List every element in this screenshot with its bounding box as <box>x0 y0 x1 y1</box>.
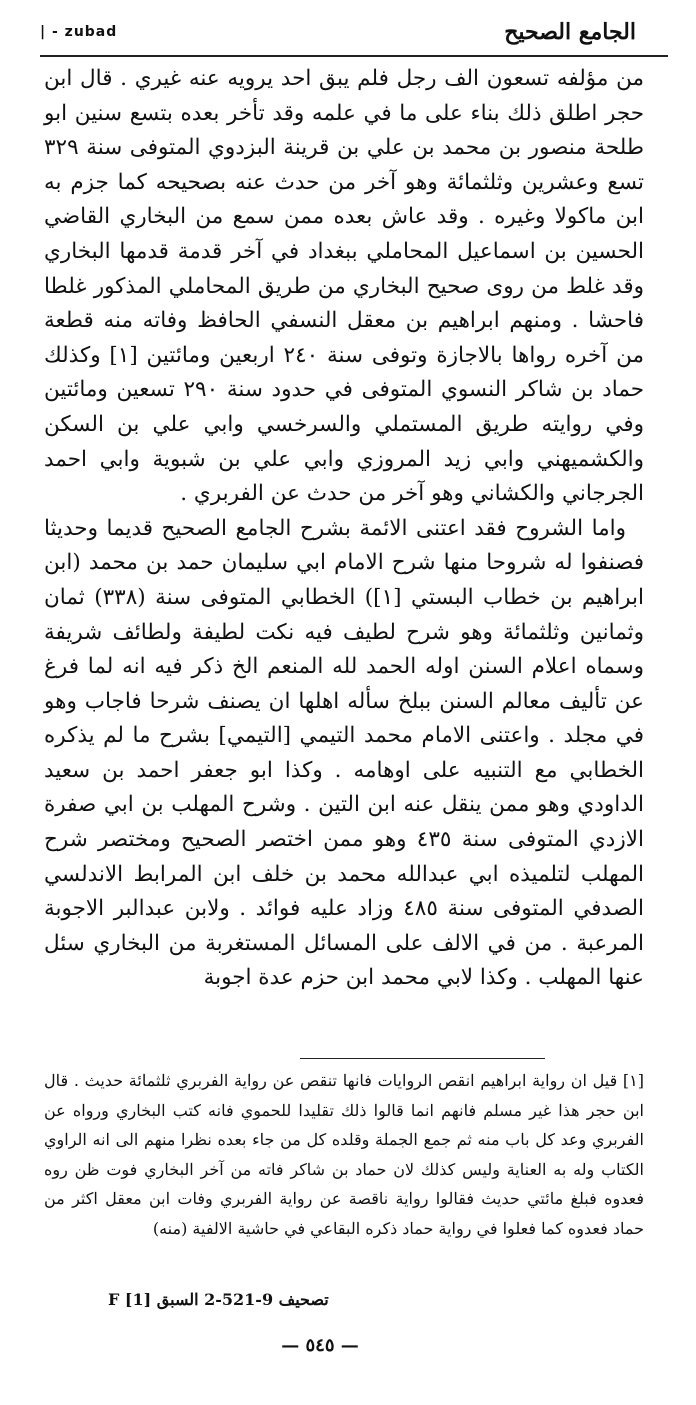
header-rule <box>40 55 668 57</box>
correction-note: تصحيف 9-521-2 السبق F [1] <box>108 1290 329 1309</box>
main-text <box>44 62 644 996</box>
paragraph: واما الشروح فقد اعتنى الائمة بشرح الجامع الصحيح قديما وحديثا فصنفوا له شروحا منها شرح الامام ابي سليمان حمد بن محمد (ابن ابراهيم بن خطاب البستي [١]) الخطابي المتوفى سنة (٣٣٨) ثمان وثمانين وثلثمائة وهو شرح لطيف فيه نكت لطيفة ولطائف شريفة وسماه اعلام السنن اوله الحمد لله المنعم الخ ذكر فيه انه لما فرغ عن تأليف معالم السنن ببلخ سأله اهلها ان يصنف شرحا فاجاب وهو في مجلد . واعتنى الامام محمد التيمي [التيمي] بشرح ما لم يذكره الخطابي مع التنبيه على اوهامه . وكذا ابو جعفر احمد بن سعيد الداودي وهو ممن ينقل عنه ابن التين . وشرح المهلب بن ابي صفرة الازدي المتوفى سنة ٤٣٥ وهو ممن اختصر الصحيح ومختصر شرح المهلب لتلميذه ابي عبدالله محمد بن خلف ابن المرابط الاندلسي الصدفي المتوفى سنة ٤٨٥ وزاد عليه فوائد . ولابن عبدالبر الاجوبة المرعبة . من في الالف على المسائل المستغربة من البخاري سئل عنها المهلب . وكذا لابي محمد ابن حزم عدة اجوبة <box>44 515 644 991</box>
paragraph: من مؤلفه تسعون الف رجل فلم يبق احد يرويه عنه غيري . قال ابن حجر اطلق ذلك بناء على ما في علمه وقد تأخر بعده بتسع سنين ابو طلحة منصور بن محمد بن علي بن قرينة البزدوي المتوفى سنة ٣٢٩ تسع وعشرين وثلثمائة وهو آخر من حدث عنه بصحيحه كما جزم به ابن ماكولا وغيره . وقد عاش بعده ممن سمع من البخاري القاضي الحسين بن اسماعيل المحاملي ببغداد في آخر قدمة قدمها البخاري وقد غلط من روى صحيح البخاري من طريق المحاملي المذكور غلطا فاحشا . ومنهم ابراهيم بن معقل النسفي الحافظ وفاته منه قطعة من آخره رواها بالاجازة وتوفى سنة ٢٤٠ اربعين ومائتين [١] وكذلك حماد بن شاكر النسوي المتوفى في حدود سنة ٢٩٠ تسعين ومائتين وفي روايته طريق المستملي والسرخسي وابي علي بن السكن والكشميهني وابي زيد المروزي وابي علي بن شبوية وابي احمد الجرجاني والكشاني وهو آخر من حدث عن الفربري . <box>44 66 644 507</box>
footnotes <box>44 1066 644 1243</box>
footnote-separator <box>300 1058 545 1059</box>
footnote: [١] قيل ان رواية ابراهيم انقص الروايات فانها تنقص عن رواية الفربري ثلثمائة حديث . قال ابن حجر هذا غير مسلم فانهم انما قالوا ذلك تقليدا للحموي فانه كتب البخاري ورواه عن الفربري وعد كل باب منه ثم جمع الجملة وقلده كل من جاء بعده نظرا منهم الى انه الراوي الكتاب وله به العناية وليس كذلك لان حماد بن شاكر فاته من آخر البخاري فوت ظن روه فعدوه فبلغ مائتي حديث فقالوا رواية ناقصة عن رواية الفربري وفات ابن معقل اكثر من حماد فعدوه كما فعلوا في رواية حماد ذكره البقاعي في حاشية الالفية (منه) <box>44 1071 644 1238</box>
running-title: الجامع الصحيح <box>504 19 636 45</box>
header-left-mark: | - zubad <box>40 24 118 40</box>
page-header <box>40 14 636 50</box>
page-number: — ٥٤٥ — <box>281 1335 359 1356</box>
